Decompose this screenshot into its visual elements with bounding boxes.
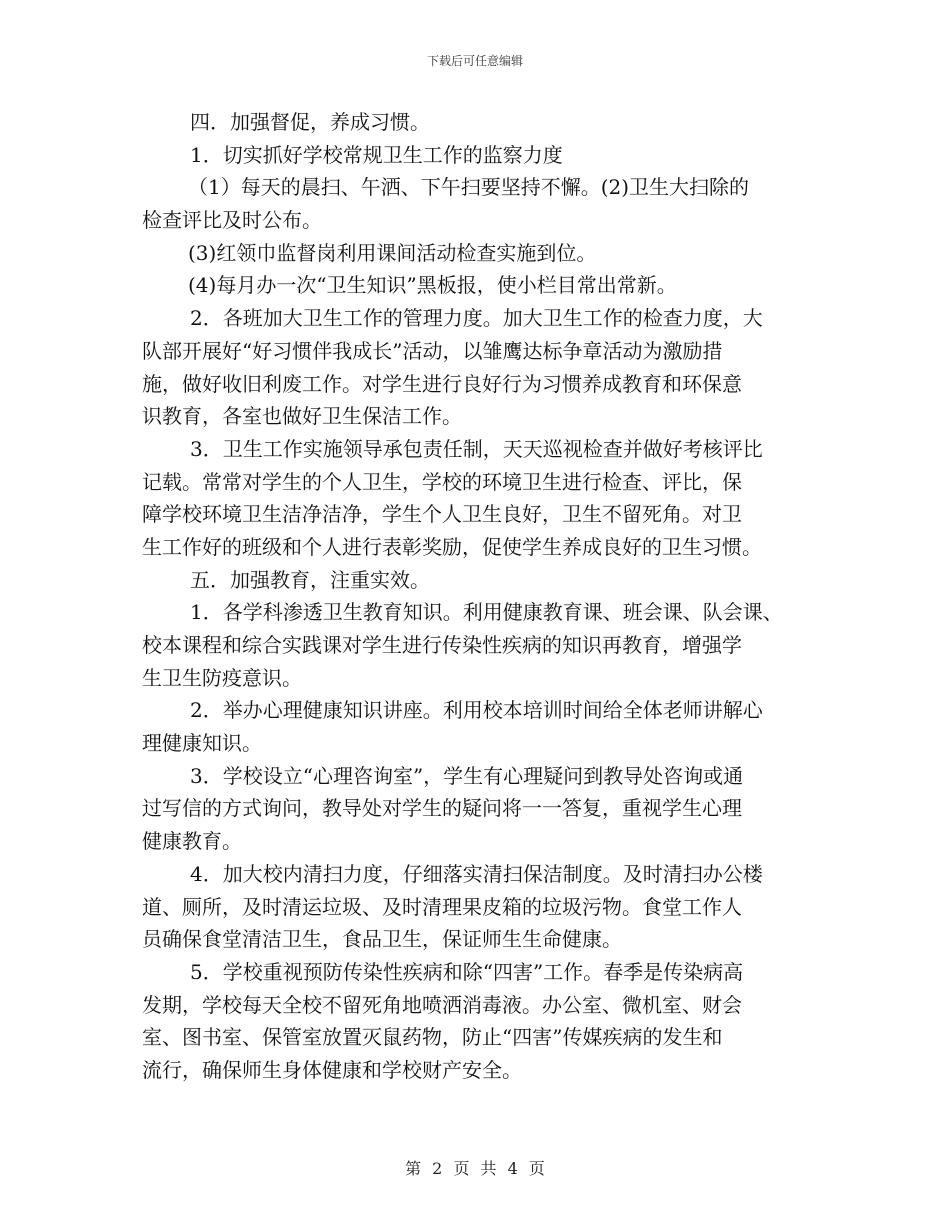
text-line: （1）每天的晨扫、午洒、下午扫要坚持不懈。(2)卫生大扫除的 — [188, 175, 750, 200]
page-footer: 第 2 页 共 4 页 — [405, 1159, 545, 1178]
text-line: 发期，学校每天全校不留死角地喷洒消毒液。办公室、微机室、财会 — [142, 992, 742, 1017]
text-line: 队部开展好“好习惯伴我成长”活动，以雏鹰达标争章活动为激励措 — [142, 338, 723, 363]
text-line: 5．学校重视预防传染性疾病和除“四害”工作。春季是传染病高 — [190, 959, 744, 984]
text-line: 生卫生防疫意识。 — [142, 665, 302, 690]
text-line: 识教育，各室也做好卫生保洁工作。 — [142, 404, 462, 429]
text-line: 3．学校设立“心理咨询室”，学生有心理疑问到教导处咨询或通 — [190, 763, 744, 788]
text-line: 道、厕所，及时清运垃圾、及时清理果皮箱的垃圾污物。食堂工作人 — [142, 894, 742, 919]
page-header: 下载后可任意编辑 — [426, 54, 523, 68]
text-line: 1．各学科渗透卫生教育知识。利用健康教育课、班会课、队会课、 — [190, 600, 783, 625]
text-line: 施，做好收旧利废工作。对学生进行良好行为习惯养成教育和环保意 — [142, 371, 742, 396]
text-line: 校本课程和综合实践课对学生进行传染性疾病的知识再教育，增强学 — [142, 633, 742, 657]
text-line: 1．切实抓好学校常规卫生工作的监察力度 — [190, 142, 563, 167]
text-line: 记载。常常对学生的个人卫生，学校的环境卫生进行检查、评比，保 — [142, 469, 742, 494]
text-line: 四．加强督促，养成习惯。 — [190, 110, 430, 134]
text-line: 过写信的方式询问，教导处对学生的疑问将一一答复，重视学生心理 — [142, 796, 742, 821]
text-line: 流行，确保师生身体健康和学校财产安全。 — [142, 1057, 522, 1082]
text-line: 生工作好的班级和个人进行表彰奖励，促使学生养成良好的卫生习惯。 — [142, 534, 762, 559]
text-line: 3．卫生工作实施领导承包责任制，天天巡视检查并做好考核评比 — [190, 436, 763, 461]
text-line: 五．加强教育，注重实效。 — [190, 567, 430, 592]
text-line: 4．加大校内清扫力度，仔细落实清扫保洁制度。及时清扫办公楼 — [190, 861, 763, 886]
text-line: 2．各班加大卫生工作的管理力度。加大卫生工作的检查力度，大 — [190, 306, 763, 331]
text-line: 理健康知识。 — [142, 731, 262, 756]
text-line: 检查评比及时公布。 — [142, 208, 322, 233]
text-line: (3)红领巾监督岗利用课间活动检查实施到位。 — [188, 240, 597, 265]
text-line: 健康教育。 — [142, 829, 242, 854]
text-line: 障学校环境卫生洁净洁净，学生个人卫生良好，卫生不留死角。对卫 — [142, 502, 742, 527]
text-line: 员确保食堂清洁卫生，食品卫生，保证师生生命健康。 — [142, 927, 622, 952]
document-body — [142, 106, 814, 1087]
text-line: 室、图书室、保管室放置灭鼠药物，防止“四害”传媒疾病的发生和 — [142, 1025, 723, 1050]
text-line: (4)每月办一次“卫生知识”黑板报，使小栏目常出常新。 — [188, 273, 677, 298]
text-line: 2．举办心理健康知识讲座。利用校本培训时间给全体老师讲解心 — [190, 698, 763, 723]
